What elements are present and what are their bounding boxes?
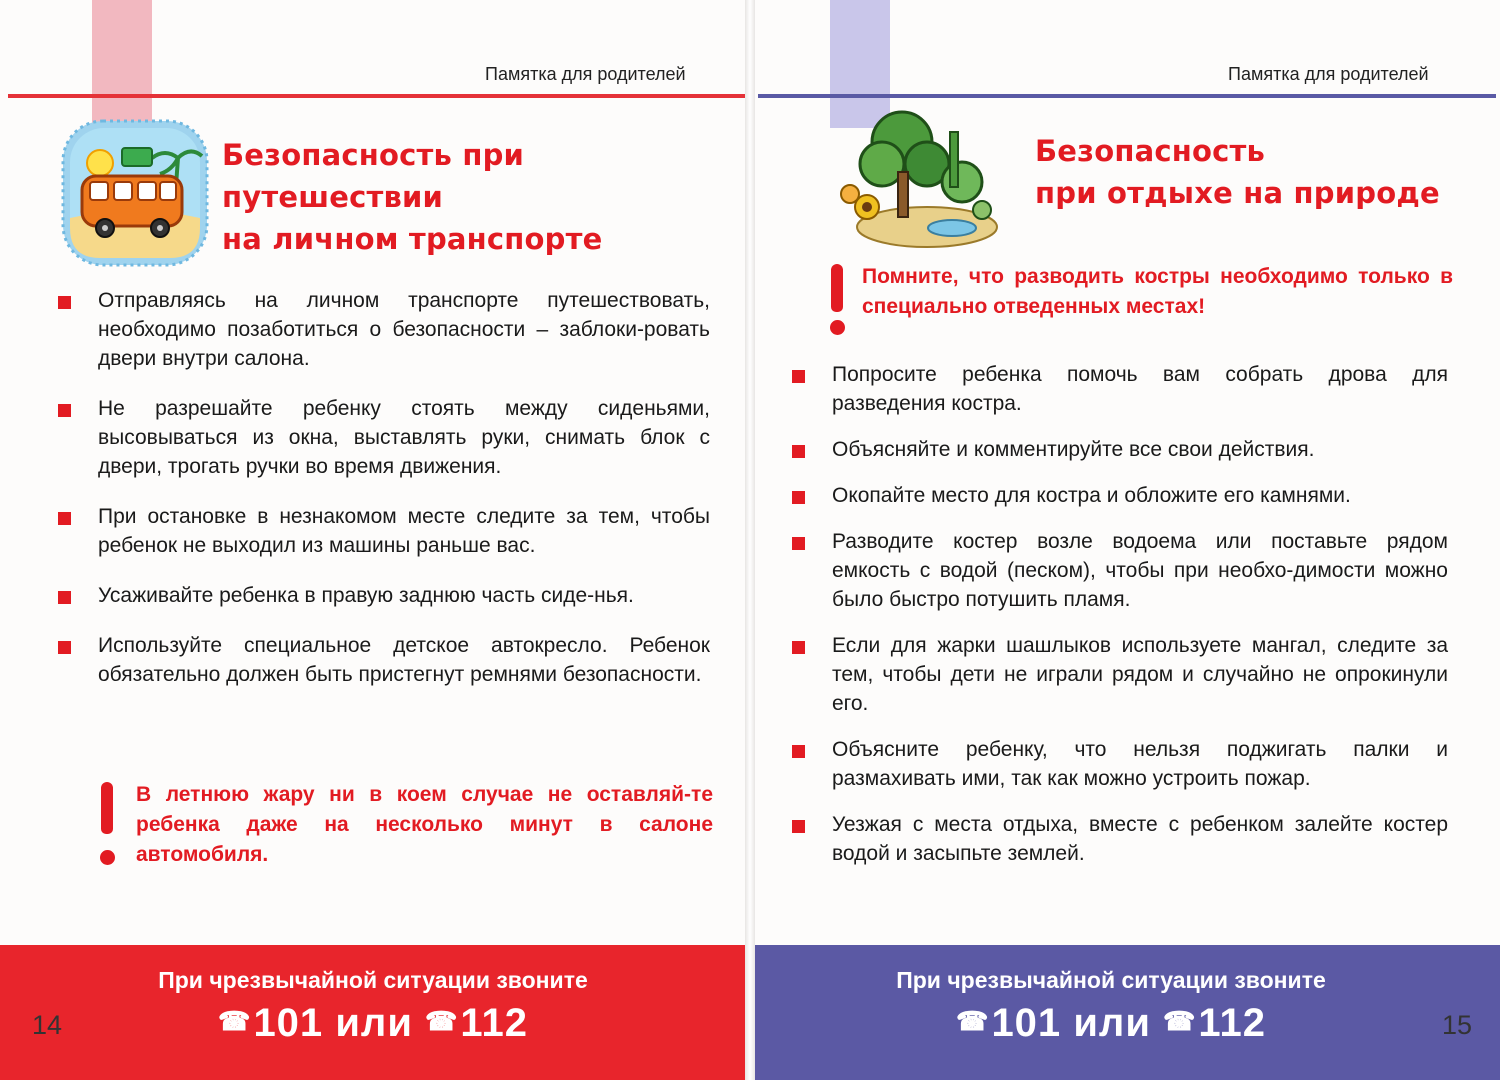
phone-handset-icon: ☎ (956, 1006, 990, 1036)
list-item (792, 435, 1448, 464)
list-item-text: Уезжая с места отдыха, вместе с ребенком залейте костер водой и засыпьте землей. (832, 813, 1448, 865)
phone-number: 112 (1198, 1001, 1266, 1045)
bullet-square-icon (58, 641, 71, 654)
list-item (58, 502, 710, 560)
list-item-text: Разводите костер возле водоема или поставьте рядом емкость с водой (песком), чтобы при необхо-димости можно было быстро потушить пламя. (832, 530, 1448, 611)
page-header: Памятка для родителей (1228, 64, 1429, 84)
list-item-text: При остановке в незнакомом месте следите за тем, чтобы ребенок не выходил из машины раньше вас. (98, 505, 710, 557)
list-item (792, 810, 1448, 868)
list-item (58, 394, 710, 481)
phone-handset-icon: ☎ (425, 1006, 459, 1036)
warning-note (98, 780, 713, 870)
list-item-text: Объясните ребенку, что нельзя поджигать палки и размахивать ими, так как можно устроить пожар. (832, 738, 1448, 790)
list-item (792, 735, 1448, 793)
bullet-list (792, 360, 1448, 885)
title-line: Безопасность (1035, 134, 1266, 168)
bullet-list (58, 286, 710, 710)
emergency-phones (0, 1001, 748, 1046)
right-page (750, 0, 1500, 1080)
list-item (792, 481, 1448, 510)
list-item (58, 631, 710, 689)
emergency-footer (0, 945, 750, 1080)
phone-number: 101 (991, 1001, 1062, 1045)
list-item-text: Попросите ребенка помочь вам собрать дрова для разведения костра. (832, 363, 1448, 415)
bullet-square-icon (58, 404, 71, 417)
page-number: 15 (1442, 1010, 1473, 1040)
phone-or: или (1073, 1001, 1151, 1045)
warning-text: Помните, что разводить костры необходимо только в специально отведенных местах! (862, 265, 1453, 318)
title-line: на личном транспорте (222, 222, 603, 256)
phone-number: 101 (253, 1001, 324, 1045)
footer-text: При чрезвычайной ситуации звоните (158, 967, 588, 993)
list-item (58, 581, 710, 610)
list-item (58, 286, 710, 373)
bookmark-ribbon (92, 0, 152, 128)
bullet-square-icon (58, 296, 71, 309)
list-item-text: Отправляясь на личном транспорте путешествовать, необходимо позаботиться о безопасности – заблоки-ровать двери внутри салона. (98, 289, 710, 370)
list-item (792, 631, 1448, 718)
page-header: Памятка для родителей (485, 64, 686, 84)
bullet-square-icon (792, 491, 805, 504)
title-line: Безопасность при путешествии (222, 138, 525, 214)
bullet-square-icon (792, 445, 805, 458)
phone-handset-icon: ☎ (1163, 1006, 1197, 1036)
bullet-square-icon (792, 537, 805, 550)
list-item-text: Окопайте место для костра и обложите его камнями. (832, 484, 1351, 507)
book-spine (745, 0, 755, 1080)
list-item-text: Используйте специальное детское автокресло. Ребенок обязательно должен быть пристегнут ремнями безопасности. (98, 634, 710, 686)
page-title (1035, 130, 1440, 214)
page-title (222, 134, 750, 260)
emergency-footer (750, 945, 1500, 1080)
bullet-square-icon (792, 370, 805, 383)
warning-text: В летнюю жару ни в коем случае не оставляй-те ребенка даже на несколько минут в салоне автомобиля. (136, 783, 713, 866)
bullet-square-icon (792, 745, 805, 758)
header-rule (8, 94, 748, 98)
phone-handset-icon: ☎ (218, 1006, 252, 1036)
bullet-square-icon (792, 641, 805, 654)
bullet-square-icon (58, 512, 71, 525)
page-number: 14 (32, 1010, 63, 1040)
list-item-text: Не разрешайте ребенку стоять между сиденьями, высовываться из окна, выставлять руки, снимать блок с двери, трогать ручки во время движения. (98, 397, 710, 478)
bullet-square-icon (58, 591, 71, 604)
list-item (792, 527, 1448, 614)
phone-or: или (335, 1001, 413, 1045)
warning-note (828, 262, 1453, 322)
list-item-text: Усаживайте ребенка в правую заднюю часть сиде-нья. (98, 584, 634, 607)
list-item-text: Объясняйте и комментируйте все свои действия. (832, 438, 1315, 461)
list-item (792, 360, 1448, 418)
emergency-phones (750, 1001, 1486, 1046)
phone-number: 112 (460, 1001, 528, 1045)
list-item-text: Если для жарки шашлыков используете мангал, следите за тем, чтобы дети не играли рядом и случайно не опрокинули его. (832, 634, 1448, 715)
trees-by-pond-illustration (832, 102, 1002, 252)
title-line: при отдыхе на природе (1035, 176, 1440, 210)
header-rule (758, 94, 1496, 98)
footer-text: При чрезвычайной ситуации звоните (896, 967, 1326, 993)
bus-on-beach-illustration (60, 118, 210, 268)
bullet-square-icon (792, 820, 805, 833)
